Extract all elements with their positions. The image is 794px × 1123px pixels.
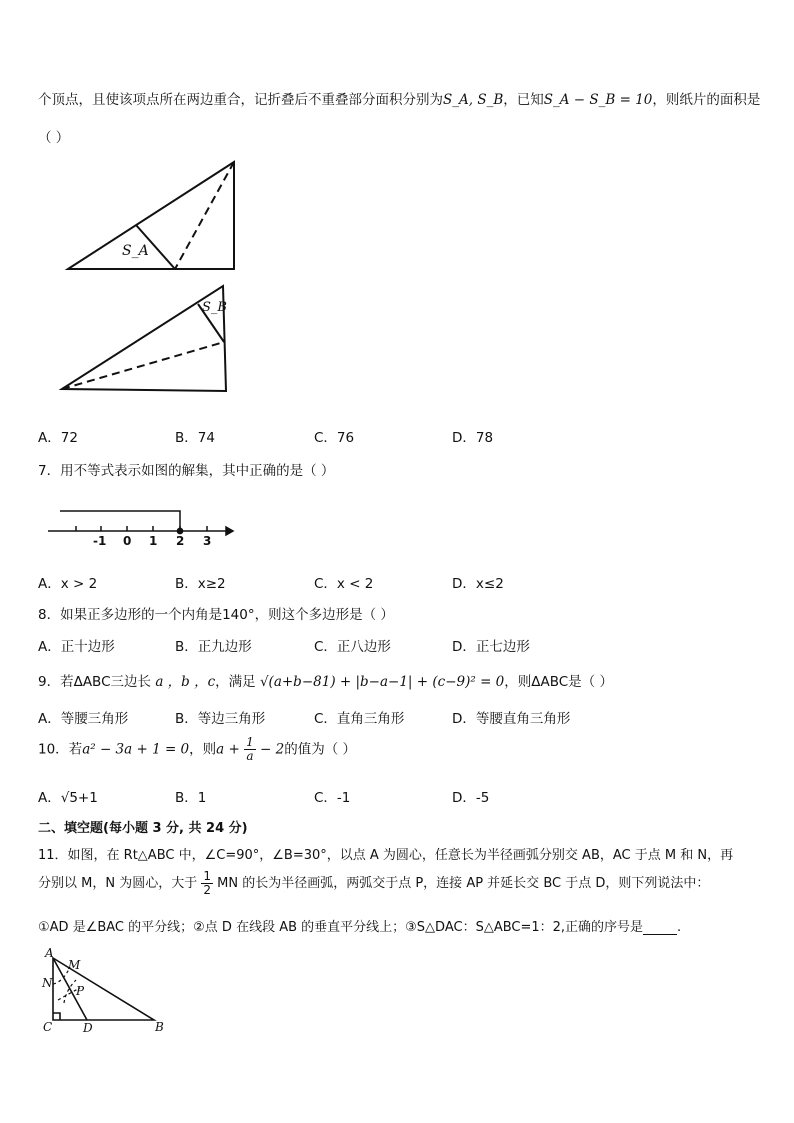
q10-option-a[interactable]: A．√5+1 xyxy=(38,790,98,806)
q11-label-m: M xyxy=(68,958,81,972)
q10-expr-tail: − 2 xyxy=(260,741,285,758)
q11-arc-p2 xyxy=(64,980,76,1003)
q7-tick-label-2: 2 xyxy=(176,534,185,548)
q6-stem-post: ，则纸片的面积是 xyxy=(652,92,761,108)
q6-option-a[interactable]: A．72 xyxy=(38,430,78,446)
q6-stem-mid: ，已知 xyxy=(503,92,544,108)
q7-option-c[interactable]: C．x < 2 xyxy=(314,576,374,592)
q6-option-d[interactable]: D．78 xyxy=(452,430,494,446)
q11-line1: 11．如图，在 Rt△ABC 中，∠C=90°，∠B=30°，以点 A 为圆心，任意长为半径画弧分别交 AB，AC 于点 M 和 N，再 xyxy=(38,848,734,863)
q10-eq1: a² − 3a + 1 = 0 xyxy=(82,741,190,758)
q6-fig-label-sa: S_A xyxy=(122,243,149,259)
q11-line2-pre: 分别以 M，N 为圆心，大于 xyxy=(38,876,198,891)
q9-option-d[interactable]: D．等腰直角三角形 xyxy=(452,711,571,727)
q11-right-angle-mark xyxy=(53,1013,60,1020)
q9-vars: a ，b ，c xyxy=(155,674,216,690)
q9-stem-post: ，则ΔABC是（ ） xyxy=(504,674,613,690)
q8-stem: 8．如果正多边形的一个内角是140°，则这个多边形是（ ） xyxy=(38,607,394,623)
section2-title: 二、填空题(每小题 3 分, 共 24 分) xyxy=(38,821,248,836)
q6-answer-paren: （ ） xyxy=(38,130,70,146)
q10-frac-den: a xyxy=(246,749,254,763)
q6-fig-label-sb: S_B xyxy=(202,300,227,315)
q9-stem-mid: ，满足 xyxy=(215,674,256,690)
q7-stem: 7．用不等式表示如图的解集，其中正确的是（ ） xyxy=(38,463,335,479)
q6-stem-pre: 个顶点，且使该项点所在两边重合，记折叠后不重叠部分面积分别为 xyxy=(38,92,443,108)
q11-line2-post: MN 的长为半径画弧，两弧交于点 P，连接 AP 并延长交 BC 于点 D，则下列说法中： xyxy=(217,876,710,891)
q7-tick-label-1: 1 xyxy=(149,534,158,548)
q7-tick-label-3: 3 xyxy=(203,534,212,548)
q6-option-b[interactable]: B．74 xyxy=(175,430,215,446)
q7-option-d[interactable]: D．x≤2 xyxy=(452,576,504,592)
q8-option-b[interactable]: B．正九边形 xyxy=(175,639,252,655)
q11-label-b: B xyxy=(155,1020,164,1034)
q8-option-a[interactable]: A．正十边形 xyxy=(38,639,115,655)
q11-line3-end: . xyxy=(677,920,682,935)
q10-stem-pre: 10．若 xyxy=(38,741,83,758)
q11-frac-num: 1 xyxy=(203,869,211,883)
q10-stem-post: 的值为（ ） xyxy=(284,741,357,758)
q7-option-a[interactable]: A．x > 2 xyxy=(38,576,98,592)
q11-label-a: A xyxy=(45,946,54,960)
q6-sym-eq: S_A − S_B = 10 xyxy=(543,92,653,108)
q11-frac-den: 2 xyxy=(203,883,211,897)
q10-option-c[interactable]: C．-1 xyxy=(314,790,351,806)
q11-line3-text: ①AD 是∠BAC 的平分线；②点 D 在线段 AB 的垂直平分线上；③S△DAC：S△ABC=1：2,正确的序号是 xyxy=(38,920,644,935)
q9-stem-pre: 9．若ΔABC三边长 xyxy=(38,674,152,690)
q11-label-c: C xyxy=(43,1020,53,1034)
q10-frac-num: 1 xyxy=(246,735,254,749)
q9-option-c[interactable]: C．直角三角形 xyxy=(314,711,405,727)
q6-option-c[interactable]: C．76 xyxy=(314,430,355,446)
q9-option-b[interactable]: B．等边三角形 xyxy=(175,711,266,727)
q10-expr-a: a + xyxy=(216,741,240,758)
q10-option-d[interactable]: D．-5 xyxy=(452,790,490,806)
q6-sym-sa-sb: S_A, S_B xyxy=(443,92,504,108)
q9-formula: √(a+b−81) + |b−a−1| + (c−9)² = 0 xyxy=(259,674,505,690)
q8-option-c[interactable]: C．正八边形 xyxy=(314,639,391,655)
q10-stem-mid: ，则 xyxy=(189,741,217,758)
q11-label-d: D xyxy=(83,1021,93,1035)
q11-label-n: N xyxy=(42,976,53,990)
q7-tick-label-minus1: -1 xyxy=(93,534,107,548)
q11-label-p: P xyxy=(76,984,85,998)
q7-option-b[interactable]: B．x≥2 xyxy=(175,576,226,592)
q10-option-b[interactable]: B．1 xyxy=(175,790,207,806)
q9-option-a[interactable]: A．等腰三角形 xyxy=(38,711,129,727)
q8-option-d[interactable]: D．正七边形 xyxy=(452,639,530,655)
q7-tick-label-0: 0 xyxy=(123,534,132,548)
